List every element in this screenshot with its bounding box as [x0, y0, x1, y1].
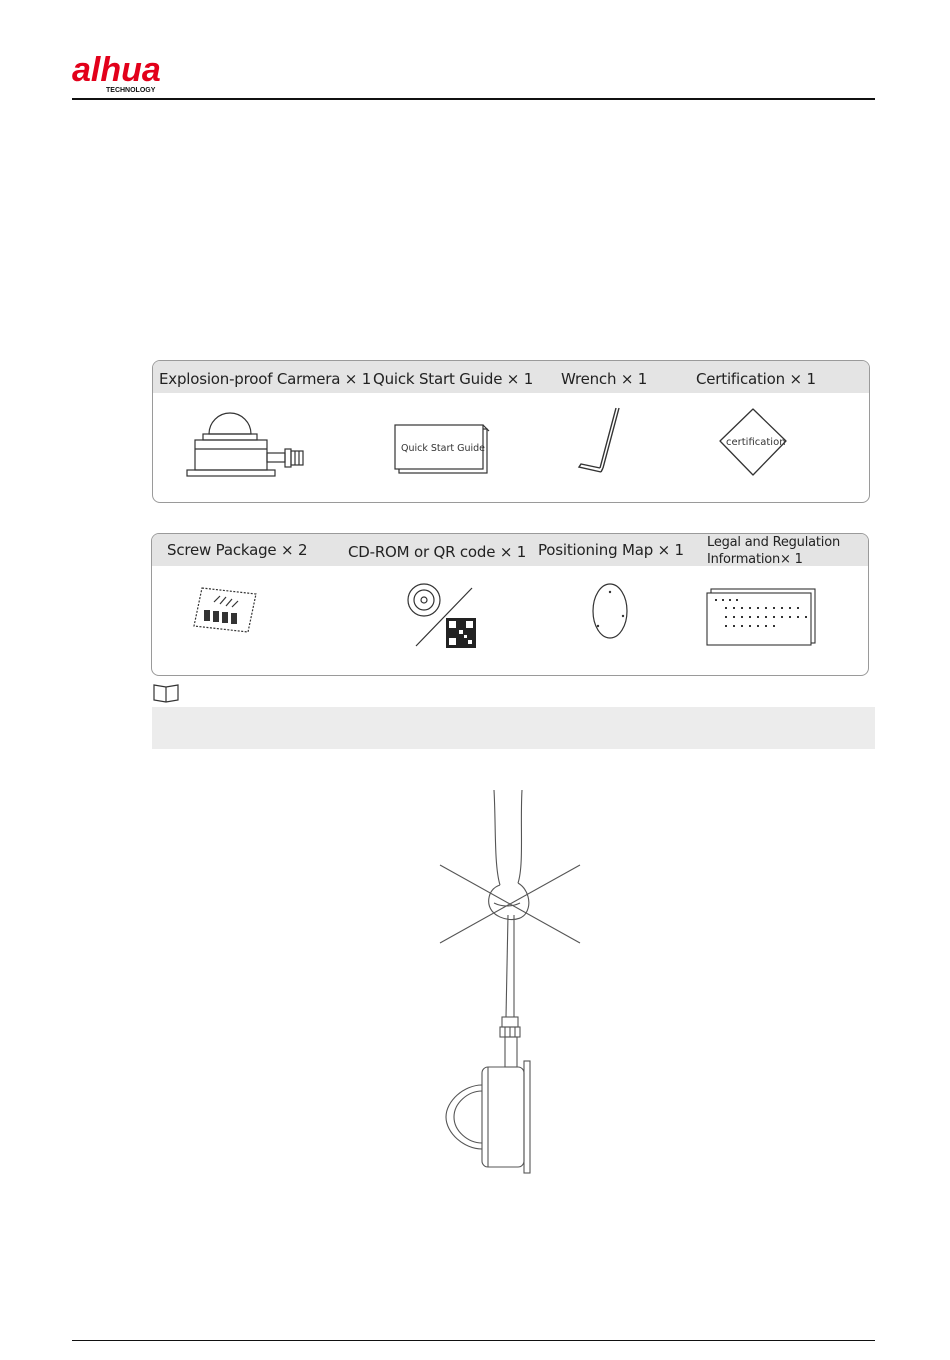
dahua-logo — [72, 50, 212, 94]
item-label-certification: Certification × 1 — [696, 370, 816, 388]
certification-icon — [716, 407, 790, 479]
logo-subtext: TECHNOLOGY — [106, 87, 156, 94]
wrong-installation-figure — [430, 785, 590, 1185]
item-label-legal-info: Legal and Regulation Information× 1 — [707, 535, 840, 567]
packing-list-panel-2 — [151, 533, 869, 676]
guide-booklet-icon — [393, 423, 493, 477]
book-icon — [152, 683, 180, 703]
item-label-wrench: Wrench × 1 — [561, 370, 648, 388]
logo-text: alhua — [72, 51, 161, 89]
note-box — [152, 707, 875, 749]
legal-document-icon — [705, 585, 819, 647]
packing-list-panel-1 — [152, 360, 870, 503]
cd-qr-icon — [406, 582, 484, 650]
positioning-map-icon — [590, 582, 630, 642]
item-label-cd-rom-qr: CD-ROM or QR code × 1 — [348, 543, 527, 561]
camera-icon — [183, 409, 313, 481]
header-divider — [72, 98, 875, 100]
item-label-screw-package: Screw Package × 2 — [167, 541, 308, 559]
guide-illus-text: Quick Start Guide — [401, 443, 486, 454]
footer-divider — [72, 1340, 875, 1341]
wrench-icon — [573, 406, 623, 478]
item-label-quick-start-guide: Quick Start Guide × 1 — [373, 370, 534, 388]
item-label-camera: Explosion-proof Carmera × 1 — [159, 370, 372, 388]
screw-package-icon — [190, 584, 262, 634]
certification-illus-text: certification — [726, 437, 786, 448]
item-label-positioning-map: Positioning Map × 1 — [538, 541, 684, 559]
